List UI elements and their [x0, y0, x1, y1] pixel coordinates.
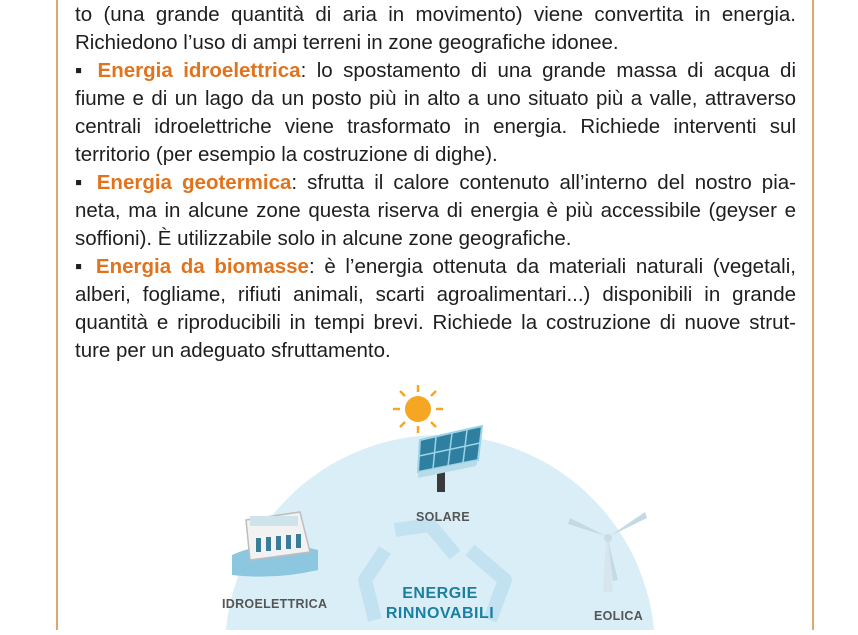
list-item-biomass	[75, 253, 796, 281]
text-line: fiume e di un lago da un posto più in alto a uno situato più a valle, attraverso	[75, 87, 796, 110]
text-line: to (una grande quantità di aria in movimento) viene convertita in energia.	[75, 3, 796, 26]
text-line: soffioni). È utilizzabile solo in alcune zone geografiche.	[75, 227, 572, 250]
text-segment: : sfrutta il calore contenuto all’interno del nostro pia-	[291, 171, 796, 194]
text-line: ture per un adeguato sfruttamento.	[75, 339, 391, 362]
center-title	[370, 584, 510, 624]
label-wind: EOLICA	[594, 609, 644, 623]
term-biomass: Energia da biomasse	[95, 255, 309, 278]
bullet-icon: ▪	[75, 171, 87, 194]
text-line: quantità e riproducibili in tempi brevi. Richiede la costruzione di nuove strut-	[75, 311, 796, 334]
bullet-icon: ▪	[75, 59, 88, 82]
renewable-energy-diagram	[0, 380, 858, 630]
label-hydro: IDROELETTRICA	[222, 597, 328, 611]
text-line: Richiedono l’uso di ampi terreni in zone geografiche idonee.	[75, 31, 619, 54]
bullet-icon: ▪	[75, 255, 87, 278]
text-line: centrali idroelettriche viene trasformato in energia. Richiede interventi sul	[75, 115, 796, 138]
label-solar: SOLARE	[416, 510, 470, 524]
body-text	[75, 0, 796, 365]
term-hydro: Energia idroelettrica	[97, 59, 301, 82]
list-item-geothermal	[75, 169, 796, 197]
text-segment: : è l’energia ottenuta da materiali naturali (vegetali,	[308, 255, 796, 278]
term-geothermal: Energia geotermica	[96, 171, 292, 194]
text-line: neta, ma in alcune zone questa riserva di energia è più accessibile (geyser e	[75, 199, 796, 222]
text-line: alberi, fogliame, rifiuti animali, scarti agroalimentari...) disponibili in grande	[75, 283, 796, 306]
center-title-line2: RINNOVABILI	[385, 605, 495, 622]
text-segment: : lo spostamento di una grande massa di acqua di	[300, 59, 796, 82]
sun-icon	[393, 385, 443, 433]
list-item-hydro	[75, 57, 796, 85]
text-line: territorio (per esempio la costruzione di dighe).	[75, 143, 498, 166]
center-title-line1: ENERGIE	[402, 585, 478, 602]
